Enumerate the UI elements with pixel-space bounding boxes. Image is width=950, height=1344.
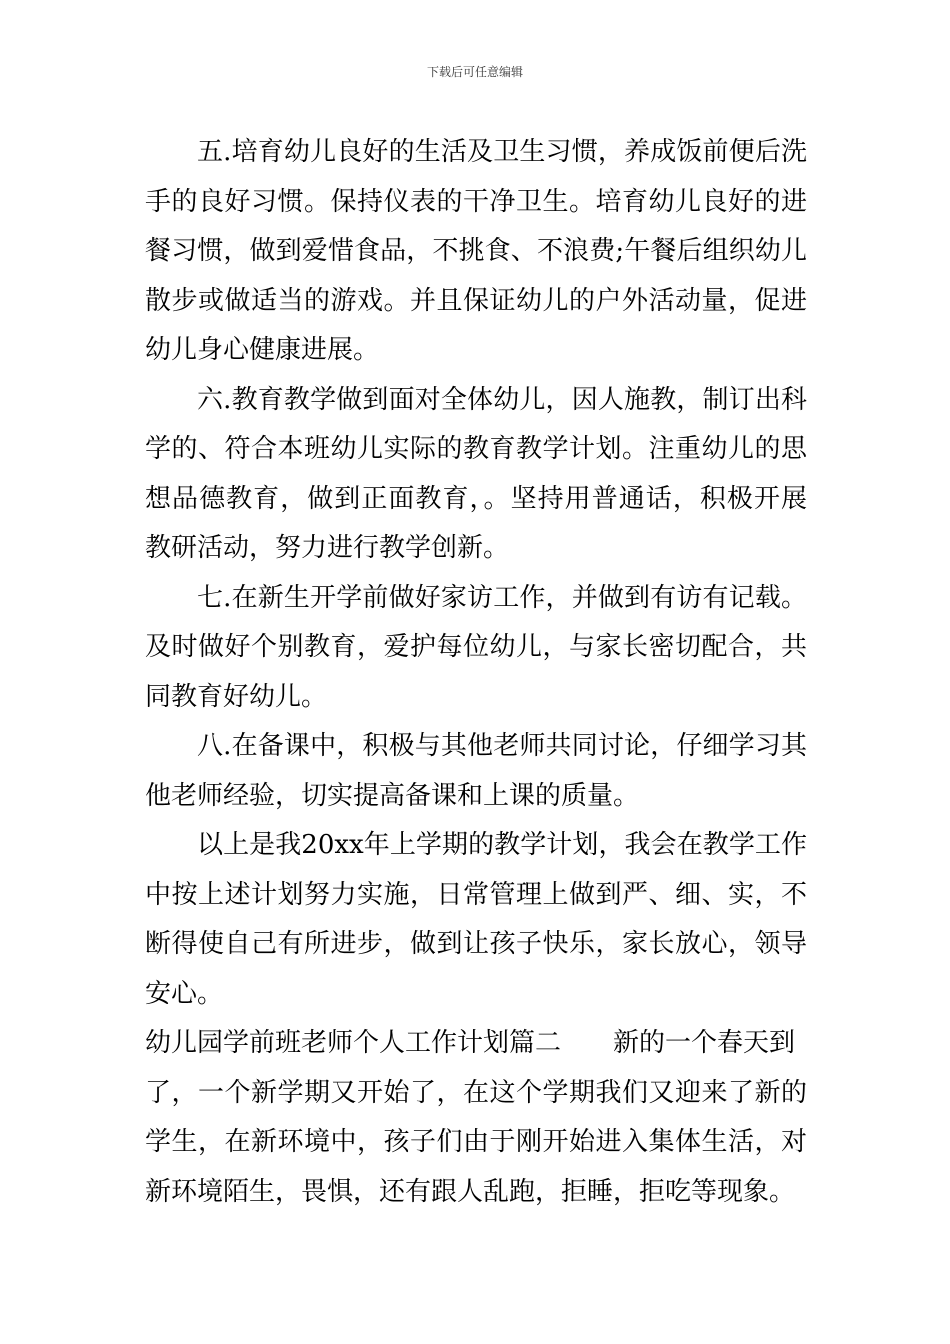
page-header-note: 下载后可任意编辑	[426, 65, 523, 79]
paragraph-five: 五.培育幼儿良好的生活及卫生习惯，养成饭前便后洗手的良好习惯。保持仪表的干净卫生。培育幼儿良好的进餐习惯，做到爱惜食品，不挑食、不浪费;午餐后组织幼儿散步或做适当的游戏。并且保证幼儿的户外活动量，促进幼儿身心健康进展。	[145, 137, 807, 365]
paragraph-seven: 七.在新生开学前做好家访工作，并做到有访有记载。及时做好个别教育，爱护每位幼儿，与家长密切配合，共同教育好幼儿。	[145, 582, 807, 712]
document-body	[145, 128, 807, 1217]
section-two-body: 了，一个新学期又开始了，在这个学期我们又迎来了新的学生，在新环境中，孩子们由于刚开始进入集体生活，对新环境陌生，畏惧，还有跟人乱跑，拒睡，拒吃等现象。	[145, 1077, 807, 1207]
section-two-title: 幼儿园学前班老师个人工作计划篇二	[145, 1028, 562, 1058]
paragraph-six: 六.教育教学做到面对全体幼儿，因人施教，制订出科学的、符合本班幼儿实际的教育教学计划。注重幼儿的思想品德教育，做到正面教育，。坚持用普通话，积极开展教研活动，努力进行教学创新。	[145, 384, 807, 563]
paragraph-summary: 以上是我20xx年上学期的教学计划，我会在教学工作中按上述计划努力实施，日常管理上做到严、细、实，不断得使自己有所进步，做到让孩子快乐，家长放心，领导安心。	[145, 830, 807, 1009]
section-two-heading-line	[145, 1019, 807, 1069]
section-two-lead: 新的一个春天到	[613, 1028, 796, 1058]
paragraph-eight: 八.在备课中，积极与其他老师共同讨论，仔细学习其他老师经验，切实提高备课和上课的质量。	[145, 731, 807, 811]
